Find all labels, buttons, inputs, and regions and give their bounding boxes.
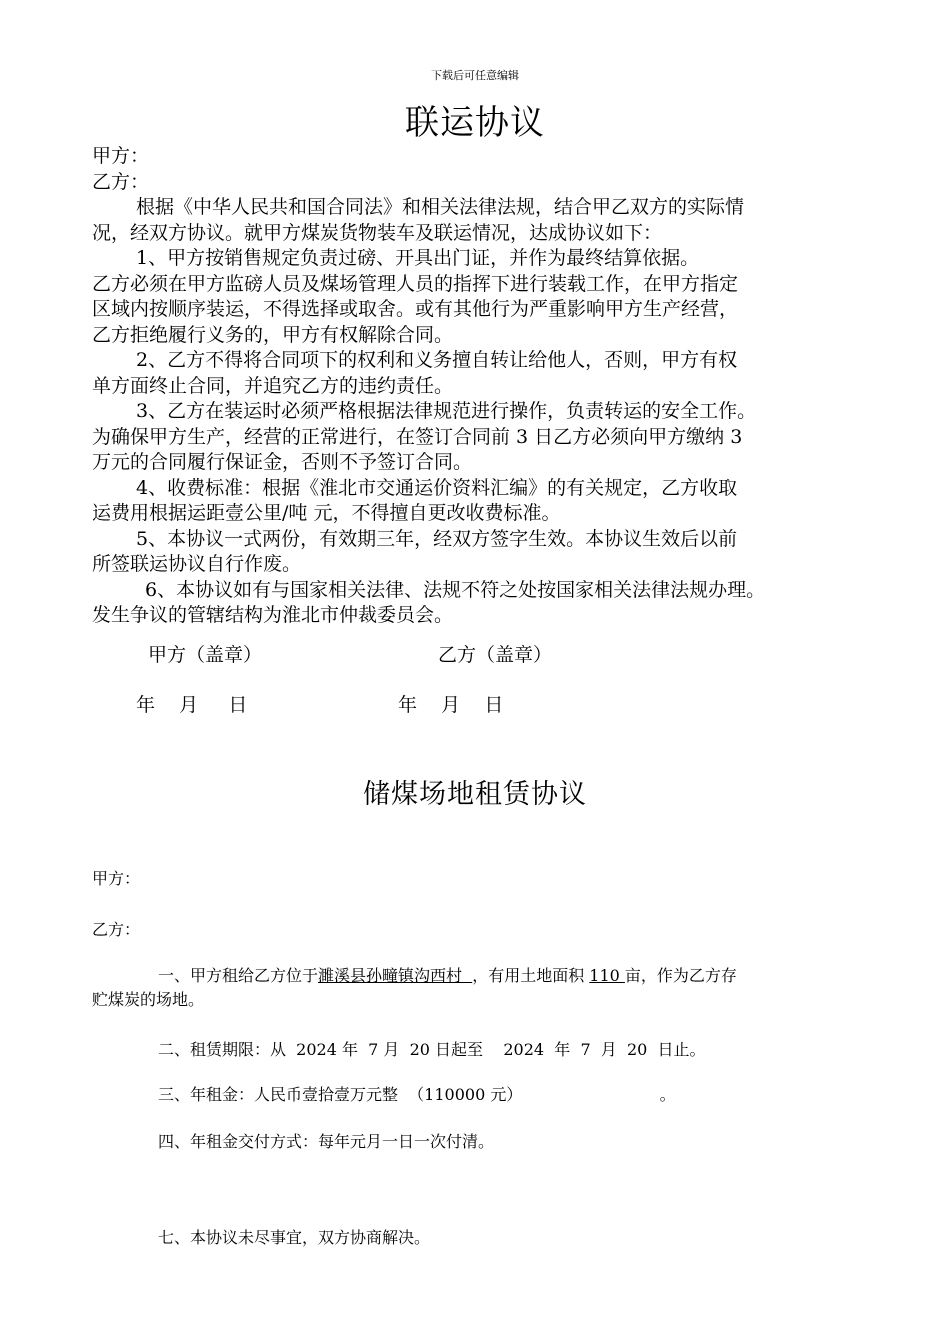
body-line: 根据《中华人民共和国合同法》和相关法律法规，结合甲乙双方的实际情 [136,196,745,218]
body-line: 所签联运协议自行作废。 [92,553,302,575]
body-line: 单方面终止合同，并追究乙方的违约责任。 [92,374,454,397]
clause1-suffix: 亩，作为乙方存 [624,966,737,985]
body-line: 区域内按顺序装运，不得选择或取舍。或有其他行为严重影响甲方生产经营， [92,298,739,320]
clause-4: 4、收费标准：根据《淮北市交通运价资料汇编》的有关规定，乙方收取 [136,476,738,499]
date-party-b: 年 月 日 [398,694,504,716]
lease-area: 110 [589,966,625,985]
party-a-label: 甲方： [92,145,150,167]
lease-clause-2: 二、租赁期限：从 2024 年 7 月 20 日起至 2024 年 7 月 20 日止。 [158,1040,706,1059]
date-party-a: 年 月 日 [136,694,248,716]
lease-party-a: 甲方： [92,869,141,888]
sign-party-a: 甲方（盖章） [148,644,263,666]
body-line: 万元的合同履行保证金，否则不予签订合同。 [92,451,473,473]
lease-clause-4: 四、年租金交付方式：每年元月一日一次付清。 [158,1132,495,1151]
header-note: 下载后可任意编辑 [431,69,519,82]
clause1-cont: 贮煤炭的场地。 [92,990,205,1009]
party-b-label: 乙方： [92,170,150,193]
agreement-title: 联运协议 [405,103,545,143]
lease-location: 濉溪县孙疃镇沟西村 [318,966,473,985]
clause-1: 1、甲方按销售规定负责过磅、开具出门证，并作为最终结算依据。 [136,247,700,269]
clause-6: 6、本协议如有与国家相关法律、法规不符之处按国家相关法律法规办理。 [145,578,766,601]
clause1-prefix: 一、甲方租给乙方位于 [158,966,319,985]
lease-clause-1 [92,964,872,1012]
lease-title: 储煤场地租赁协议 [363,779,587,810]
body-line: 乙方必须在甲方监磅人员及煤场管理人员的指挥下进行装载工作，在甲方指定 [92,272,739,295]
agreement-body [92,144,872,629]
clause-5: 5、本协议一式两份，有效期三年，经双方签字生效。本协议生效后以前 [136,527,738,550]
body-line: 况，经双方协议。就甲方煤炭货物装车及联运情况，达成协议如下： [92,221,663,244]
body-line: 发生争议的管辖结构为淮北市仲裁委员会。 [92,604,454,626]
sign-party-b: 乙方（盖章） [438,644,553,666]
clause-3: 3、乙方在装运时必须严格根据法律规范进行操作，负责转运的安全工作。 [136,400,757,422]
clause-2: 2、乙方不得将合同项下的权利和义务擅自转让给他人，否则，甲方有权 [136,349,738,371]
body-line: 为确保甲方生产，经营的正常进行，在签订合同前 3 日乙方必须向甲方缴纳 3 [92,425,743,448]
lease-party-b: 乙方： [92,920,141,939]
body-line: 运费用根据运距壹公里/吨 元，不得擅自更改收费标准。 [92,502,561,524]
body-line: 乙方拒绝履行义务的，甲方有权解除合同。 [92,323,454,346]
lease-clause-7: 七、本协议未尽事宜，双方协商解决。 [158,1228,431,1247]
clause1-mid: ，有用土地面积 [472,966,590,985]
lease-clause-3: 三、年租金：人民币壹拾壹万元整 （110000 元） 。 [158,1085,676,1104]
